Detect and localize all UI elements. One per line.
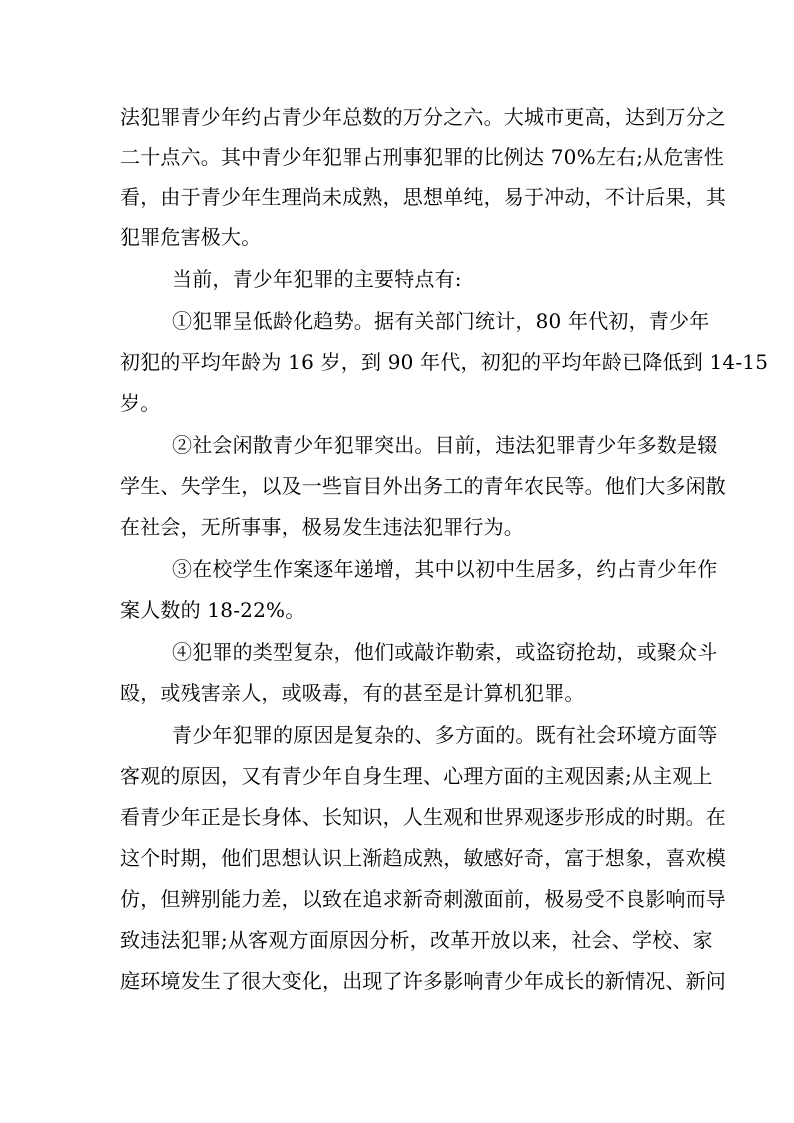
text-line: 岁。 [120, 391, 161, 415]
text-line: 殴，或残害亲人，或吸毒，有的甚至是计算机犯罪。 [120, 681, 585, 705]
text-line: 看青少年正是长身体、长知识，人生观和世界观逐步形成的时期。在 [120, 805, 726, 829]
text-line: 这个时期，他们思想认识上渐趋成熟，敏感好奇，富于想象，喜欢模 [120, 846, 726, 870]
paragraph-start-line: 当前，青少年犯罪的主要特点有: [172, 267, 462, 291]
text-line: 在社会，无所事事，极易发生违法犯罪行为。 [120, 515, 524, 539]
list-item-1-line: ①犯罪呈低龄化趋势。据有关部门统计，80 年代初，青少年 [172, 309, 710, 333]
text-line: 学生、失学生，以及一些盲目外出务工的青年农民等。他们大多闲散 [120, 474, 726, 498]
text-line: 看，由于青少年生理尚未成熟，思想单纯，易于冲动，不计后果，其 [120, 185, 726, 209]
text-line: 犯罪危害极大。 [120, 225, 262, 249]
paragraph-start-line: 青少年犯罪的原因是复杂的、多方面的。既有社会环境方面等 [172, 723, 718, 747]
text-line: 庭环境发生了很大变化，出现了许多影响青少年成长的新情况、新问 [120, 969, 726, 993]
text-line: 仿，但辨别能力差，以致在追求新奇刺激面前，极易受不良影响而导 [120, 887, 726, 911]
text-line: 初犯的平均年龄为 16 岁，到 90 年代，初犯的平均年龄已降低到 14-15 [120, 350, 769, 374]
text-line: 案人数的 18-22%。 [120, 598, 306, 622]
text-line: 客观的原因，又有青少年自身生理、心理方面的主观因素;从主观上 [120, 764, 713, 788]
list-item-3-line: ③在校学生作案逐年递增，其中以初中生居多，约占青少年作 [172, 557, 718, 581]
list-item-2-line: ②社会闲散青少年犯罪突出。目前，违法犯罪青少年多数是辍 [172, 433, 718, 457]
text-line: 致违法犯罪;从客观方面原因分析，改革开放以来，社会、学校、家 [120, 928, 713, 952]
list-item-4-line: ④犯罪的类型复杂，他们或敲诈勒索，或盗窃抢劫，或聚众斗 [172, 640, 718, 664]
text-line: 法犯罪青少年约占青少年总数的万分之六。大城市更高，达到万分之 [120, 105, 726, 129]
text-line: 二十点六。其中青少年犯罪占刑事犯罪的比例达 70%左右;从危害性 [120, 145, 724, 169]
